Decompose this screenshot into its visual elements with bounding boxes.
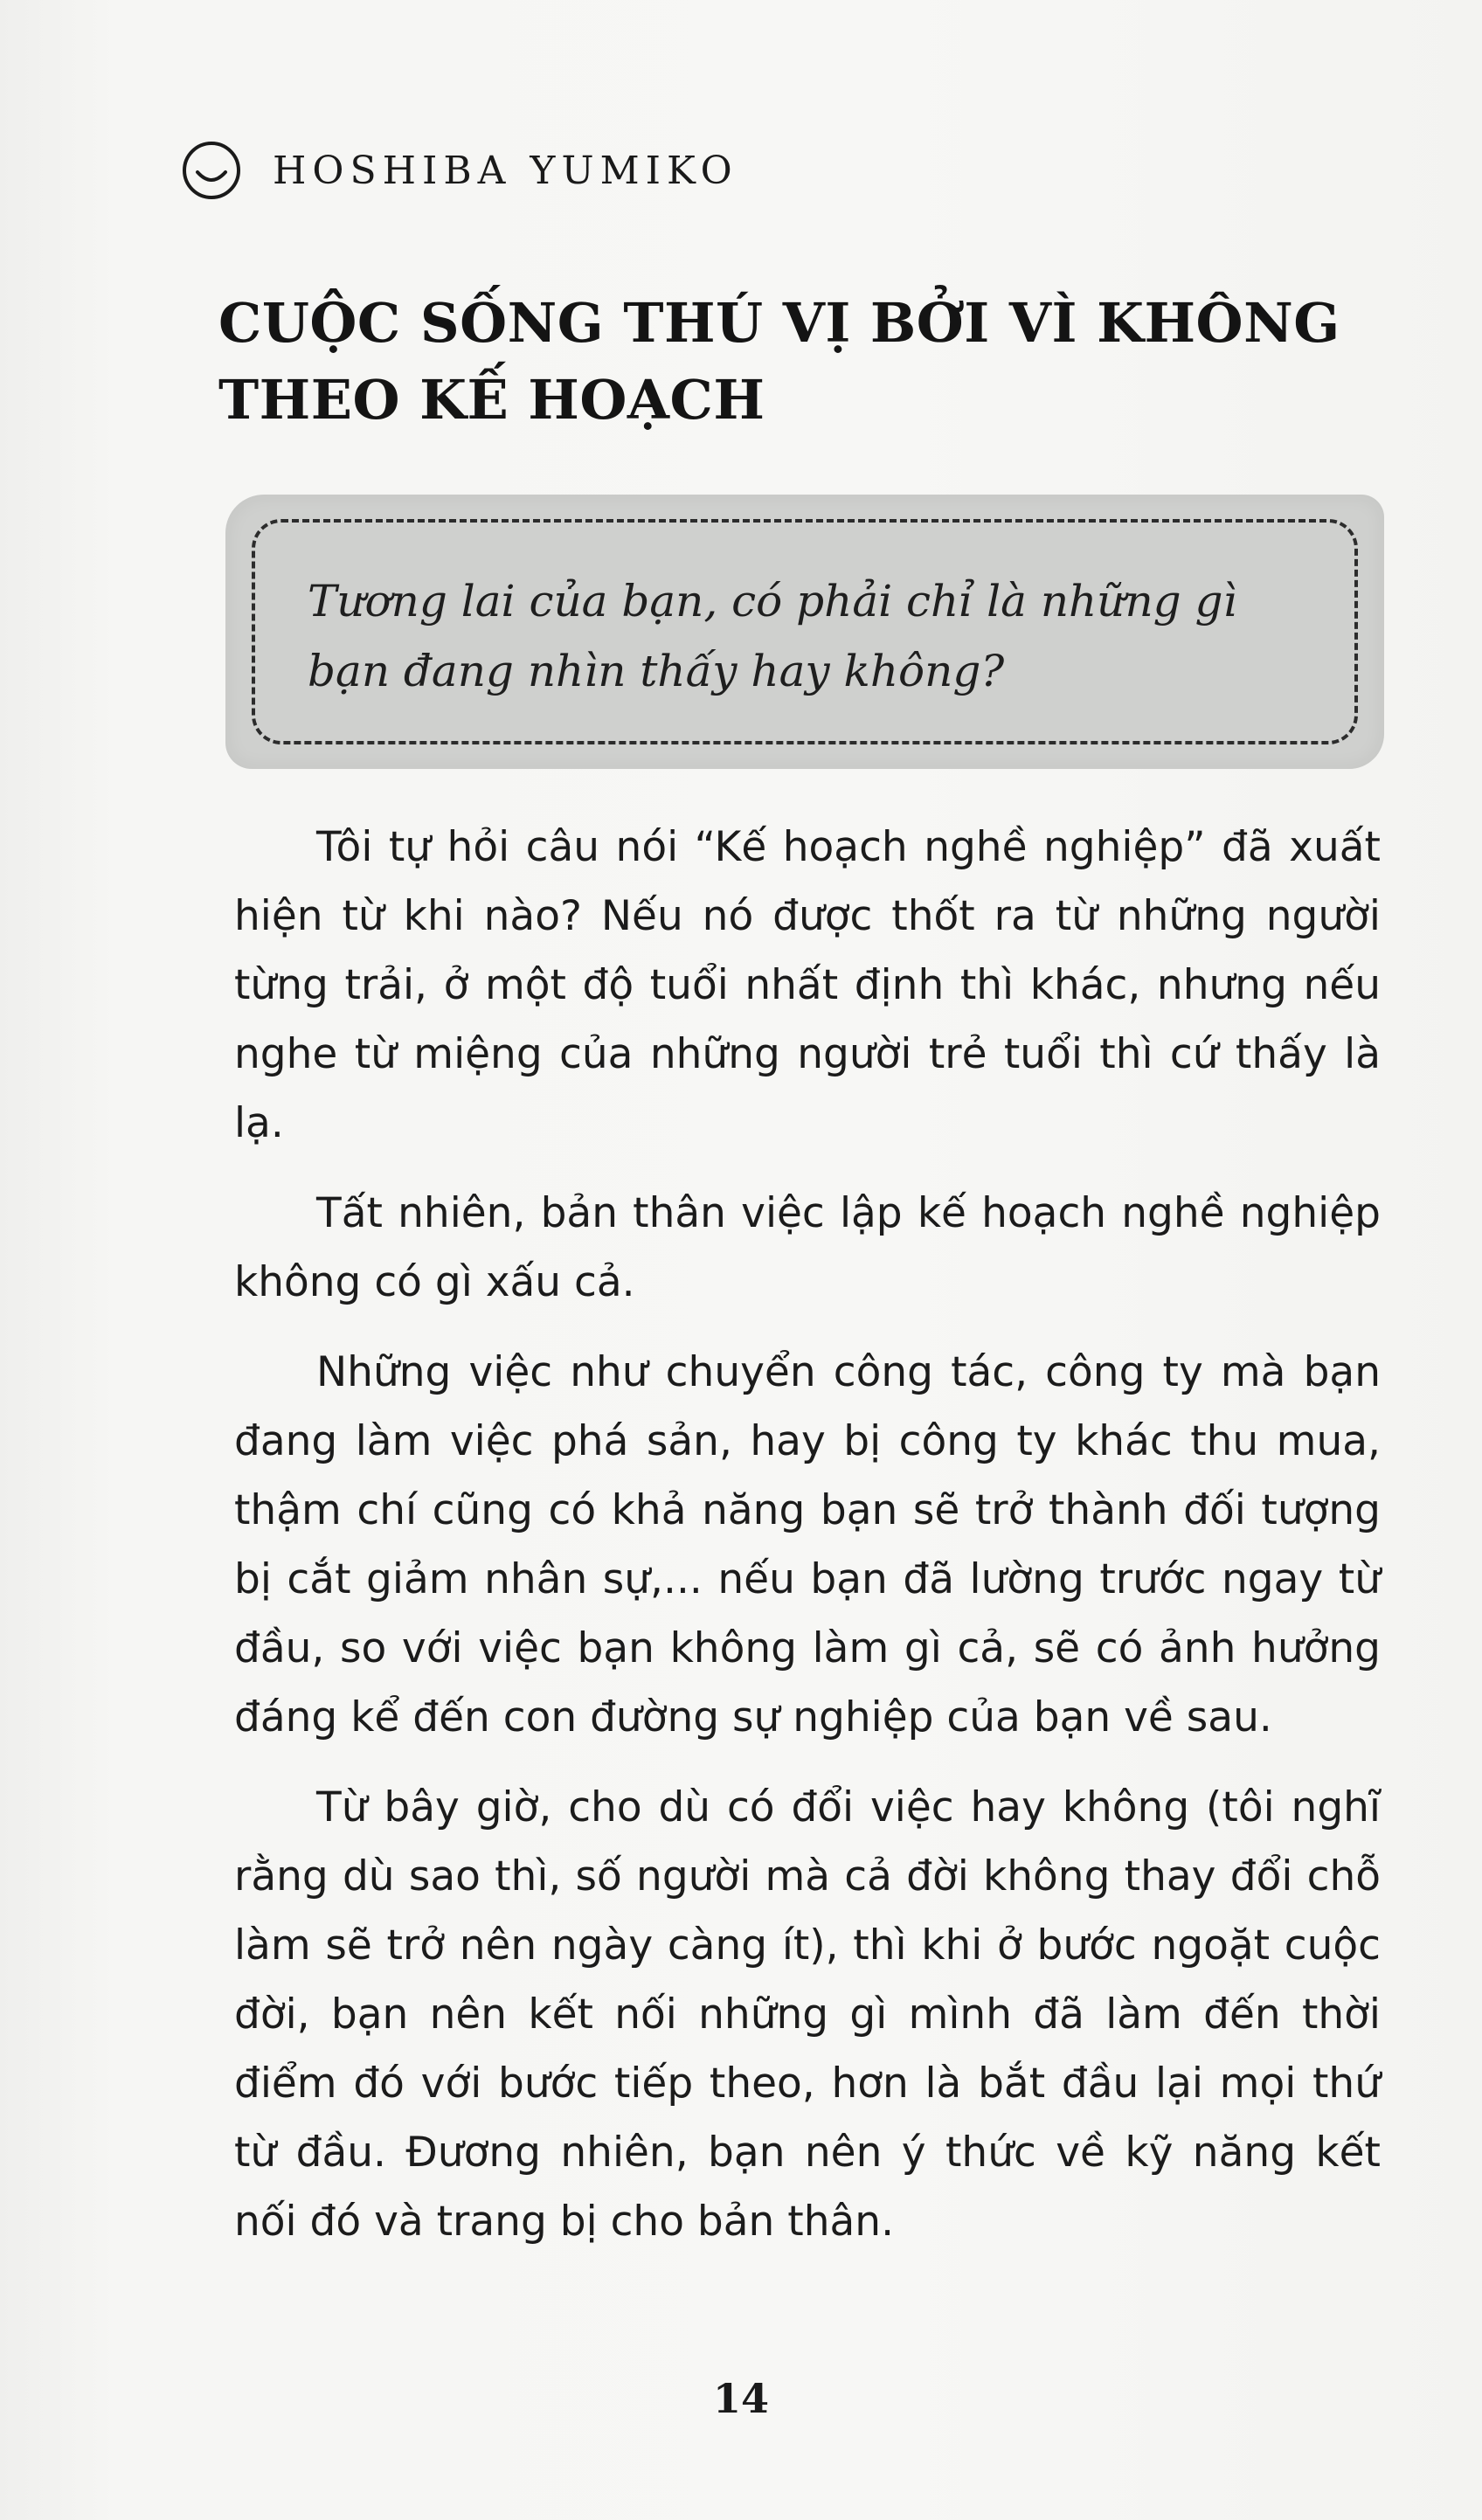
paragraph: Tôi tự hỏi câu nói “Kế hoạch nghề nghiệp” đã xuất hiện từ khi nào? Nếu nó được thốt ra từ những người từng trải, ở một độ tuổi nhất định thì khác, nhưng nếu nghe từ miệng của những người trẻ tuổi thì cứ thấy là lạ. <box>234 823 1381 1147</box>
running-header <box>180 131 738 210</box>
paragraph: Tất nhiên, bản thân việc lập kế hoạch nghề nghiệp không có gì xấu cả. <box>234 1189 1381 1306</box>
smiley-icon <box>180 139 243 202</box>
quote-text: Tương lai của bạn, có phải chỉ là những gì bạn đang nhìn thấy hay không? <box>308 576 1237 696</box>
author-name: HOSHIBA YUMIKO <box>273 148 738 193</box>
paragraph: Những việc như chuyển công tác, công ty mà bạn đang làm việc phá sản, hay bị công ty khác thu mua, thậm chí cũng có khả năng bạn sẽ trở thành đối tượng bị cắt giảm nhân sự,... nếu bạn đã lường trước ngay từ đầu, so với việc bạn không làm gì cả, sẽ có ảnh hưởng đáng kể đến con đường sự nghiệp của bạn về sau. <box>234 1348 1381 1741</box>
paragraph: Từ bây giờ, cho dù có đổi việc hay không (tôi nghĩ rằng dù sao thì, số người mà cả đời không thay đổi chỗ làm sẽ trở nên ngày càng ít), thì khi ở bước ngoặt cuộc đời, bạn nên kết nối những gì mình đã làm đến thời điểm đó với bước tiếp theo, hơn là bắt đầu lại mọi thứ từ đầu. Đương nhiên, bạn nên ý thức về kỹ năng kết nối đó và trang bị cho bản thân. <box>234 1783 1381 2246</box>
body-text <box>234 813 1381 2277</box>
page-number: 14 <box>712 2375 769 2422</box>
chapter-title: CUỘC SỐNG THÚ VỊ BỞI VÌ KHÔNG THEO KẾ HOẠCH <box>218 291 1340 432</box>
